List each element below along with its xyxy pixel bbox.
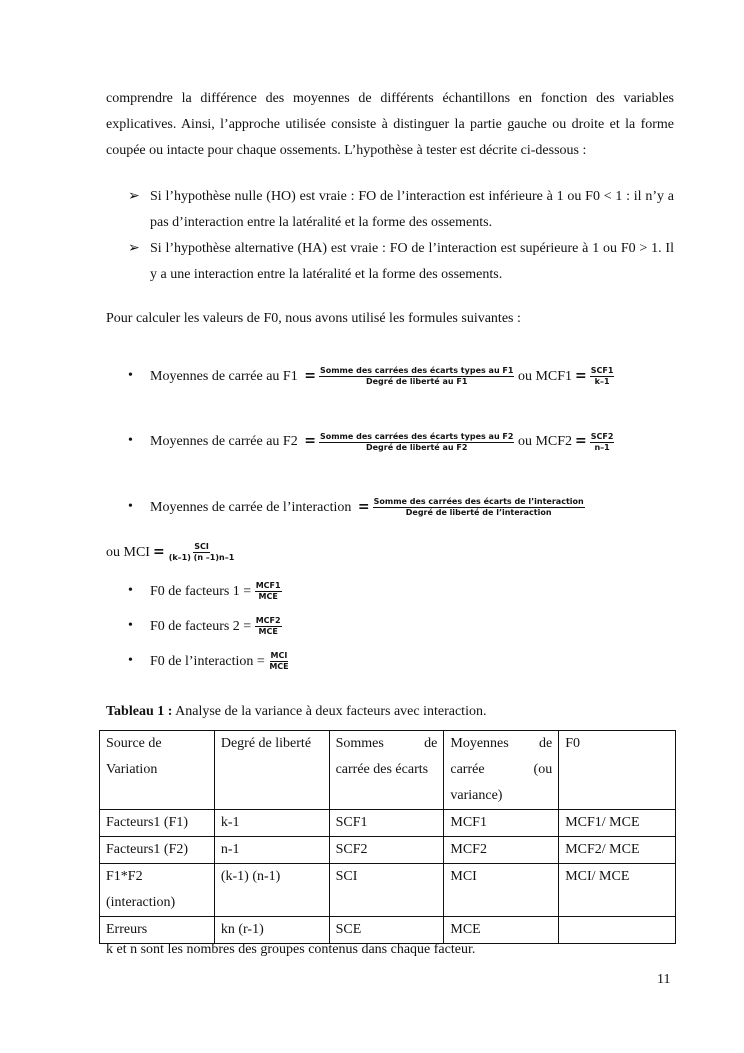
list-item	[106, 184, 674, 236]
numerator: MCI	[270, 651, 288, 661]
anova-table	[99, 730, 676, 944]
arrow-bullet-icon: ➢	[128, 241, 140, 256]
bullet-icon: •	[128, 653, 133, 669]
denominator: Degré de liberté au F1	[365, 377, 468, 387]
table-cell: (k-1) (n-1)	[214, 864, 329, 917]
formula-label: F0 de facteurs 1 =	[150, 583, 252, 599]
formula-label: Moyennes de carrée au F2	[150, 434, 298, 450]
formulas-intro: Pour calculer les valeurs de F0, nous avons utilisé les formules suivantes :	[106, 311, 521, 326]
denominator: Degré de liberté de l’interaction	[405, 507, 552, 517]
formula-label: ou MCI	[106, 544, 150, 560]
table-row	[100, 864, 676, 917]
caption-label: Tableau 1 :	[106, 704, 173, 719]
table-cell: MCI	[444, 864, 559, 917]
bullet-icon: •	[128, 618, 133, 634]
table-cell: MCF2	[444, 837, 559, 864]
denominator: Degré de liberté au F2	[365, 442, 468, 452]
fraction	[268, 651, 289, 672]
table-cell: MCF2/ MCE	[559, 837, 676, 864]
table-cell: SCE	[329, 917, 444, 944]
fraction	[319, 366, 515, 387]
table-row	[100, 810, 676, 837]
numerator: MCF2	[255, 616, 281, 626]
table-cell: n-1	[214, 837, 329, 864]
numerator: Somme des carrées des écarts types au F2	[319, 431, 514, 441]
equals-sign: =	[304, 433, 316, 450]
formula-mci	[106, 542, 674, 563]
formula-label: Moyennes de carrée de l’interaction	[150, 499, 352, 515]
numerator: SCF2	[590, 431, 614, 441]
table-row	[100, 837, 676, 864]
table-caption	[106, 704, 486, 720]
numerator: Somme des carrées des écarts de l’interaction	[373, 496, 584, 506]
table-cell: Facteurs1 (F1)	[100, 810, 215, 837]
table-cell: MCI/ MCE	[559, 864, 676, 917]
fraction	[373, 497, 585, 518]
bullet-icon: •	[128, 433, 133, 449]
formula-label: Moyennes de carrée au F1	[150, 369, 298, 384]
equals-sign: =	[357, 498, 370, 515]
formula-f0-1	[106, 581, 674, 602]
alt-label: ou MCF1	[517, 369, 573, 384]
table-cell: SCI	[329, 864, 444, 917]
denominator: MCE	[269, 662, 289, 672]
header-cell: Source de Variation	[100, 731, 215, 810]
arrow-bullet-icon: ➢	[128, 189, 140, 204]
list-item	[106, 236, 674, 288]
bullet-icon: •	[128, 368, 133, 383]
table-cell: Facteurs1 (F2)	[100, 837, 215, 864]
formula-interaction	[106, 497, 674, 518]
bullet-icon: •	[128, 498, 133, 514]
fraction	[590, 432, 615, 453]
denominator: MCE	[258, 592, 278, 602]
fraction	[255, 616, 282, 637]
page-body	[106, 86, 674, 672]
equals-sign: =	[304, 368, 316, 384]
hypothesis-list	[106, 184, 674, 288]
equals-sign: =	[575, 433, 587, 450]
hypothesis-alt: Si l’hypothèse alternative (HA) est vraie : FO de l’interaction est supérieure à 1 ou F0 > 1. Il y a une interaction entre la latéralité et la forme des ossements.	[150, 241, 674, 282]
table-cell: Erreurs	[100, 917, 215, 944]
table-cell: SCF2	[329, 837, 444, 864]
denominator: MCE	[258, 627, 278, 637]
table-cell: F1*F2 (interaction)	[100, 864, 215, 917]
table-cell: MCE	[444, 917, 559, 944]
table-header-row	[100, 731, 676, 810]
table-row	[100, 917, 676, 944]
fraction	[168, 542, 236, 563]
equals-sign: =	[152, 543, 165, 560]
header-cell: Moyennes de carrée (ou variance)	[444, 731, 559, 810]
table-cell: SCF1	[329, 810, 444, 837]
table-cell: MCF1/ MCE	[559, 810, 676, 837]
header-cell: Sommes de carrée des écarts	[329, 731, 444, 810]
alt-label: ou MCF2	[517, 434, 573, 450]
formula-label: F0 de facteurs 2 =	[150, 618, 252, 634]
equals-sign: =	[575, 368, 587, 384]
denominator: (k–1) (n –1)n–1	[168, 553, 235, 563]
hypothesis-null: Si l’hypothèse nulle (HO) est vraie : FO de l’interaction est inférieure à 1 ou F0 < 1 : il n’y a pas d’interaction entre la latéralité et la forme des ossements.	[150, 189, 674, 230]
numerator: SCF1	[590, 366, 614, 376]
denominator: k–1	[594, 377, 610, 387]
table-cell	[559, 917, 676, 944]
fraction	[319, 432, 515, 453]
bullet-icon: •	[128, 583, 133, 599]
denominator: n–1	[594, 442, 610, 452]
header-cell: F0	[559, 731, 676, 810]
numerator: SCI	[194, 542, 209, 552]
formula-label: F0 de l’interaction =	[150, 653, 265, 669]
numerator: MCF1	[255, 581, 281, 591]
formula-f1	[106, 366, 674, 387]
table-cell: MCF1	[444, 810, 559, 837]
formula-f0-inter	[106, 651, 674, 672]
formula-f0-2	[106, 616, 674, 637]
table-note: k et n sont les nombres des groupes contenus dans chaque facteur.	[106, 942, 476, 957]
intro-paragraph: comprendre la différence des moyennes de différents échantillons en fonction des variables explicatives. Ainsi, l’approche utilisée consiste à distinguer la partie gauche ou droite et la forme coupée ou intacte pour chaque ossements. L’hypothèse à tester est décrite ci-dessous :	[106, 91, 674, 158]
header-cell: Degré de liberté	[214, 731, 329, 810]
caption-text: Analyse de la variance à deux facteurs avec interaction.	[172, 704, 487, 719]
page-number: 11	[657, 972, 671, 987]
table-cell: k-1	[214, 810, 329, 837]
fraction	[590, 366, 615, 387]
fraction	[255, 581, 282, 602]
numerator: Somme des carrées des écarts types au F1	[319, 366, 514, 376]
formula-f2	[106, 431, 674, 452]
table-cell: kn (r-1)	[214, 917, 329, 944]
